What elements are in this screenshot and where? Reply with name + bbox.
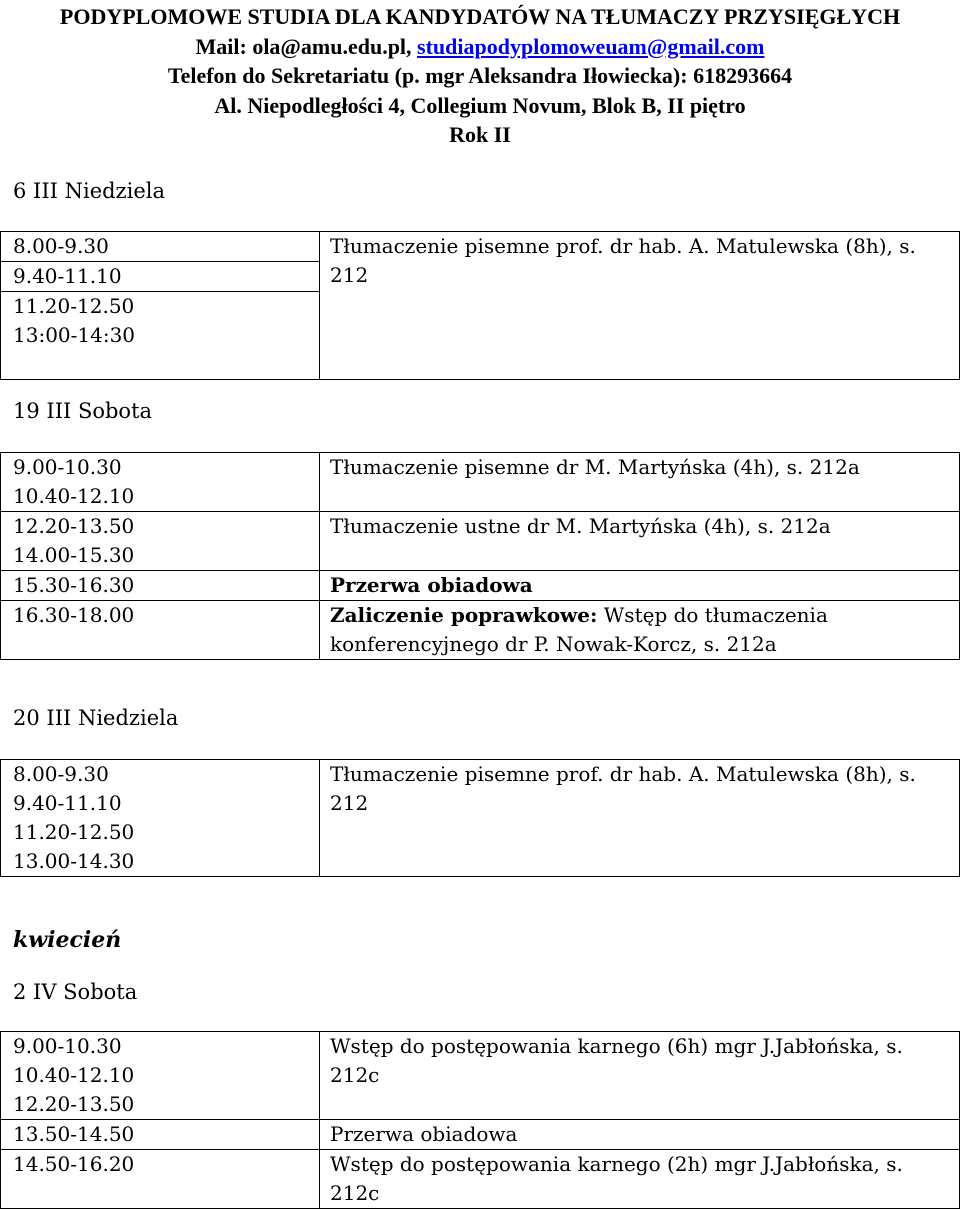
mail-label: Mail: ola@amu.edu.pl, <box>195 33 418 59</box>
time-cell <box>1 1032 320 1120</box>
time-cell <box>1 321 320 380</box>
time-slot: 10.40-12.10 <box>13 484 135 508</box>
table-row <box>1 1120 960 1150</box>
class-description: Tłumaczenie pisemne dr M. Martyńska (4h), s. 212a <box>330 455 860 479</box>
table-row <box>1 453 960 512</box>
time-cell <box>1 760 320 877</box>
schedule-table <box>0 759 960 877</box>
document-header <box>0 2 960 150</box>
content-cell <box>320 1120 960 1150</box>
class-description: Tłumaczenie ustne dr M. Martyńska (4h), s. 212a <box>330 514 831 538</box>
table-row <box>1 512 960 571</box>
time-slot: 11.20-12.50 <box>13 294 135 318</box>
content-cell <box>320 512 960 571</box>
time-slot: 12.20-13.50 <box>13 514 135 538</box>
table-row <box>1 1150 960 1209</box>
content-cell <box>320 453 960 512</box>
content-cell <box>320 1150 960 1209</box>
day-title: 6 III Niedziela <box>13 179 166 203</box>
program-title: PODYPLOMOWE STUDIA DLA KANDYDATÓW NA TŁUMACZY PRZYSIĘGŁYCH <box>59 4 901 29</box>
time-slot: 10.40-12.10 <box>13 1063 135 1087</box>
class-description: Tłumaczenie pisemne prof. dr hab. A. Matulewska (8h), s. 212 <box>330 762 916 815</box>
day-title: 20 III Niedziela <box>13 706 179 730</box>
class-description: Wstęp do postępowania karnego (6h) mgr J.Jabłońska, s. 212c <box>330 1034 903 1087</box>
time-slot: 16.30-18.00 <box>13 603 135 627</box>
table-row <box>1 601 960 660</box>
time-cell <box>1 1120 320 1150</box>
table-row <box>1 232 960 262</box>
schedule-table <box>0 231 960 380</box>
content-cell <box>320 571 960 601</box>
time-slot: 9.40-11.10 <box>13 791 122 815</box>
content-cell <box>320 760 960 877</box>
time-cell <box>1 601 320 660</box>
time-slot: 11.20-12.50 <box>13 820 135 844</box>
schedule-table <box>0 1031 960 1209</box>
contact-mail <box>0 32 960 62</box>
content-cell <box>320 601 960 660</box>
contact-phone: Telefon do Sekretariatu (p. mgr Aleksandra Iłowiecka): 618293664 <box>167 63 793 88</box>
time-slot: 13.50-14.50 <box>13 1122 135 1146</box>
class-description: Wstęp do postępowania karnego (2h) mgr J.Jabłońska, s. 212c <box>330 1152 903 1205</box>
time-cell <box>1 292 320 322</box>
time-slot: 9.00-10.30 <box>13 455 122 479</box>
time-slot: 8.00-9.30 <box>13 234 109 258</box>
time-slot: 13:00-14:30 <box>13 323 136 347</box>
time-cell <box>1 512 320 571</box>
class-description: Tłumaczenie pisemne prof. dr hab. A. Matulewska (8h), s. 212 <box>330 234 916 287</box>
time-cell <box>1 262 320 292</box>
time-slot: 14.00-15.30 <box>13 543 135 567</box>
time-slot: 15.30-16.30 <box>13 573 135 597</box>
address: Al. Niepodległości 4, Collegium Novum, Blok B, II piętro <box>214 92 746 118</box>
time-slot: 12.20-13.50 <box>13 1092 135 1116</box>
lunch-break: Przerwa obiadowa <box>330 1122 518 1146</box>
table-row <box>1 571 960 601</box>
table-row <box>1 1032 960 1120</box>
time-cell <box>1 1150 320 1209</box>
time-cell <box>1 453 320 512</box>
time-cell <box>1 232 320 262</box>
time-slot: 9.40-11.10 <box>13 264 122 288</box>
time-slot: 8.00-9.30 <box>13 762 109 786</box>
table-row <box>1 760 960 877</box>
time-slot: 14.50-16.20 <box>13 1152 135 1176</box>
mail-link[interactable]: studiapodyplomoweuam@gmail.com <box>417 33 765 59</box>
schedule-table <box>0 452 960 660</box>
retake-label: Zaliczenie poprawkowe: <box>330 603 598 627</box>
time-cell <box>1 571 320 601</box>
class-description: Wstęp do tłumaczenia konferencyjnego dr P. Nowak-Korcz, s. 212a <box>330 603 828 656</box>
month-title: kwiecień <box>13 927 122 953</box>
year-label: Rok II <box>449 122 511 147</box>
content-cell <box>320 232 960 380</box>
time-slot: 9.00-10.30 <box>13 1034 122 1058</box>
lunch-break: Przerwa obiadowa <box>330 573 533 597</box>
content-cell <box>320 1032 960 1120</box>
day-title: 19 III Sobota <box>13 399 153 423</box>
time-slot: 13.00-14.30 <box>13 849 135 873</box>
day-title: 2 IV Sobota <box>13 980 138 1004</box>
